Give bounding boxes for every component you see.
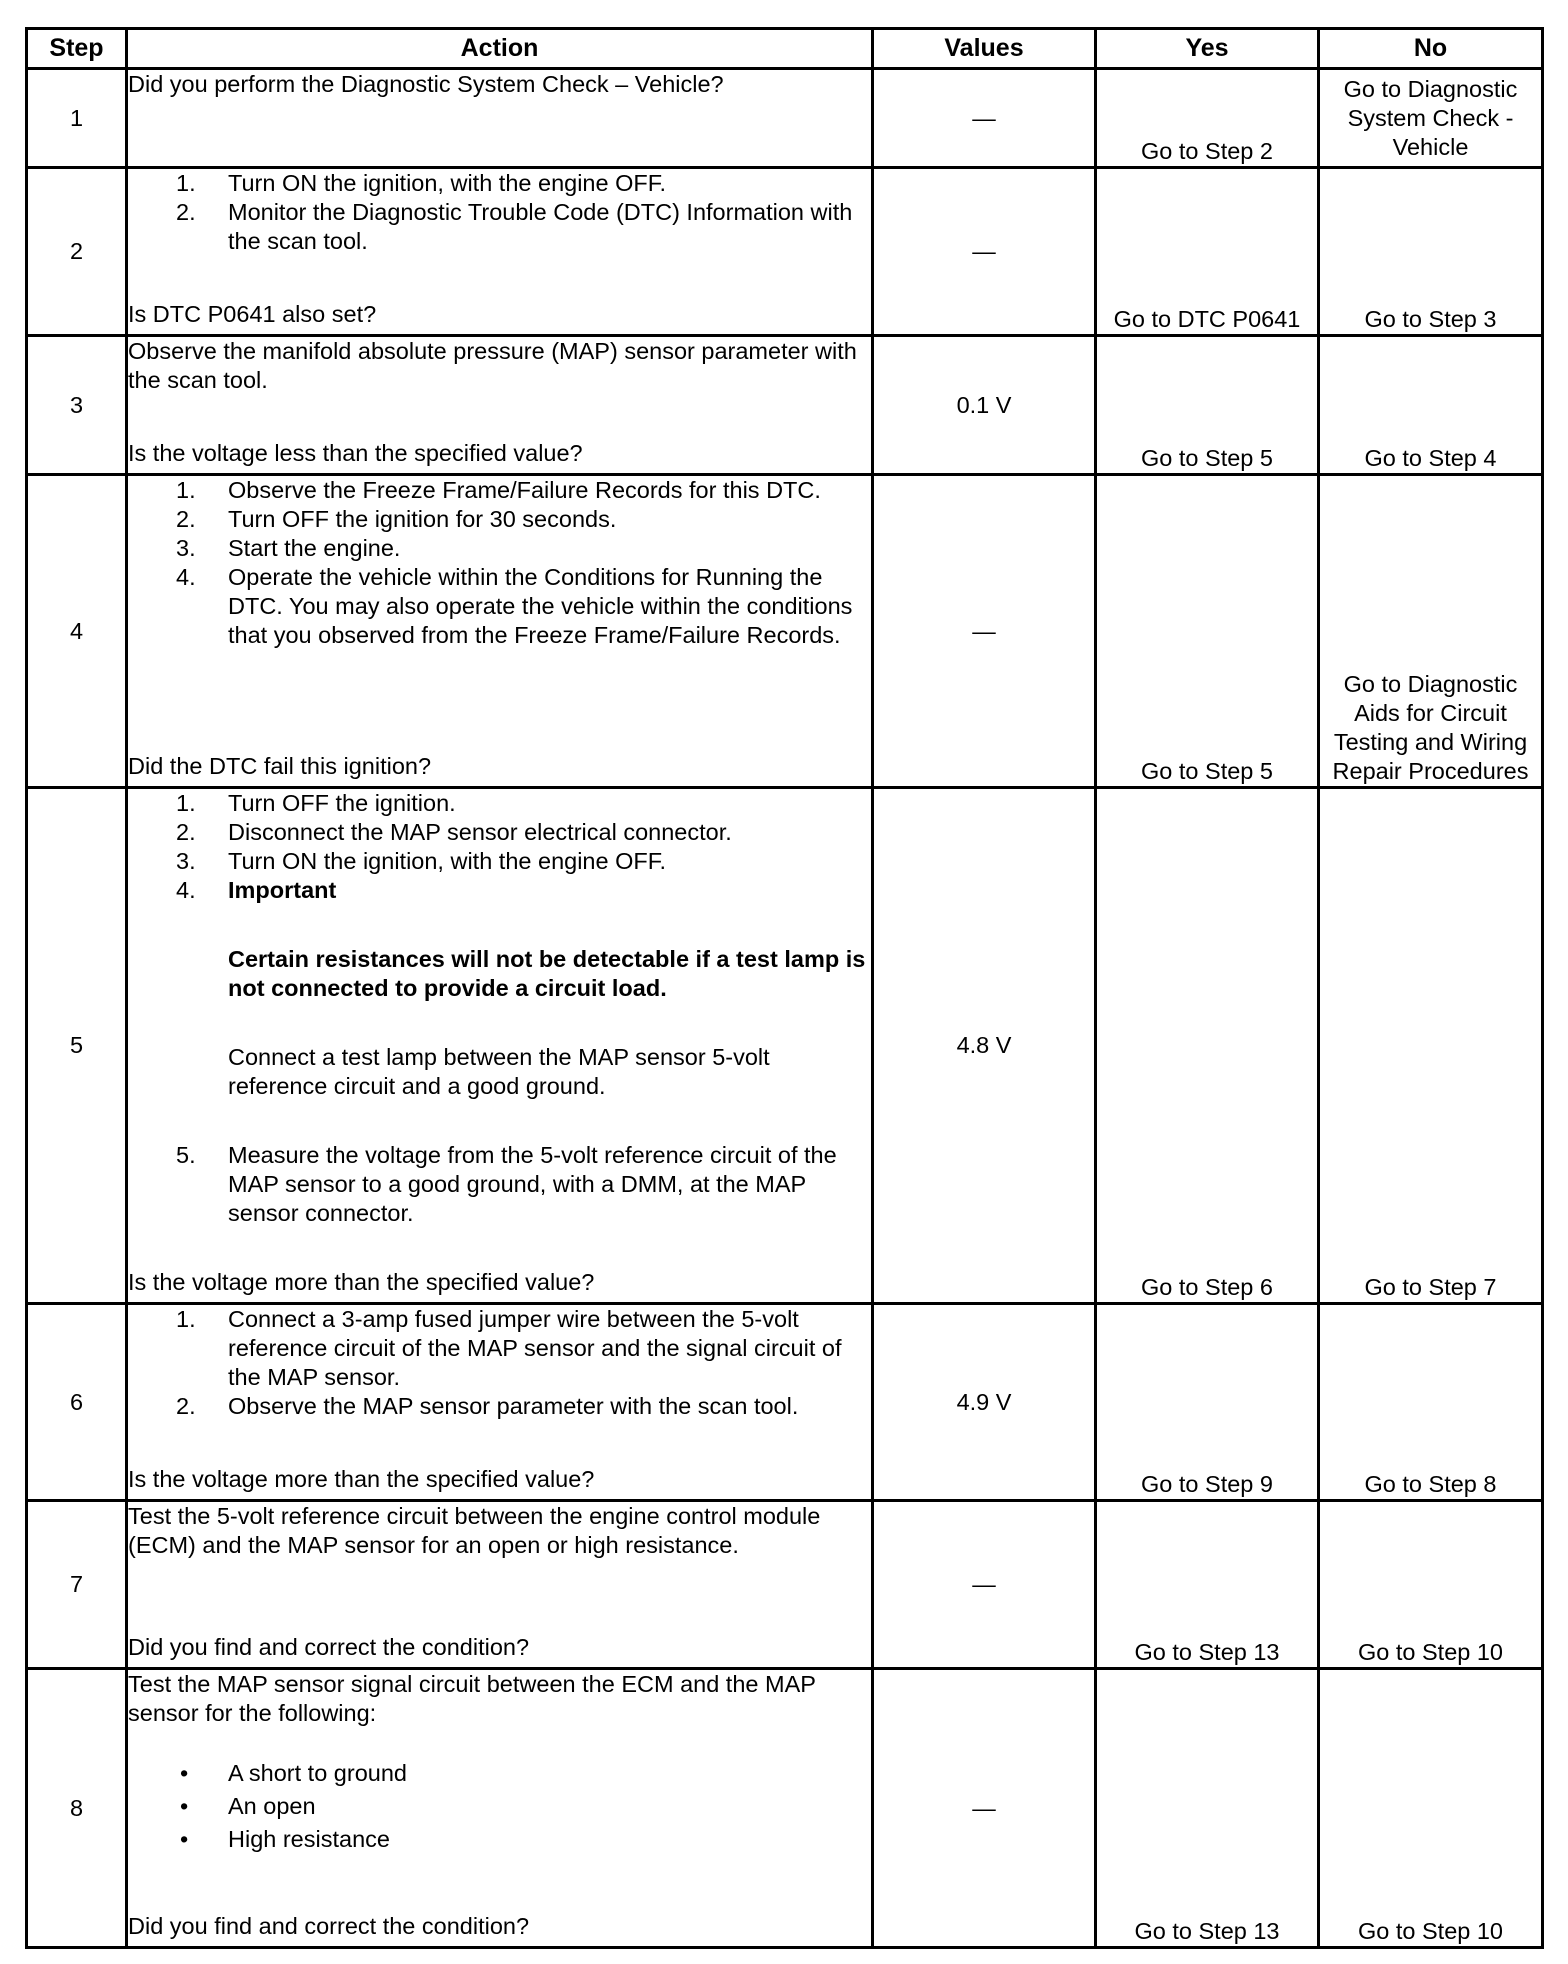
- no-cell: Go to Step 10: [1319, 1501, 1543, 1669]
- step-number: 1: [27, 69, 127, 168]
- action-cell: [127, 1304, 873, 1501]
- action-question: Is the voltage more than the specified value?: [128, 1269, 595, 1295]
- no-cell: Go to Diagnostic System Check - Vehicle: [1319, 69, 1543, 168]
- table-row-step-1: [27, 69, 1543, 168]
- no-cell: Go to Step 7: [1319, 788, 1543, 1304]
- action-steps: [128, 1305, 871, 1421]
- action-text: Test the 5-volt reference circuit between the engine control module (ECM) and the MAP sensor for an open or high resistance.: [128, 1503, 821, 1558]
- value-cell: —: [873, 168, 1096, 336]
- value-cell: —: [873, 1501, 1096, 1669]
- important-label: Important: [228, 877, 337, 903]
- yes-cell: Go to Step 6: [1096, 788, 1319, 1304]
- condition-list: [128, 1757, 871, 1856]
- action-cell: [127, 475, 873, 788]
- action-cell: [127, 69, 873, 168]
- no-cell: Go to Step 10: [1319, 1669, 1543, 1948]
- yes-cell: Go to Step 13: [1096, 1669, 1319, 1948]
- yes-cell: Go to Step 2: [1096, 69, 1319, 168]
- list-item: 1. Turn OFF the ignition.: [176, 790, 456, 816]
- header-action: Action: [127, 29, 873, 69]
- value-cell: —: [873, 475, 1096, 788]
- value-cell: 0.1 V: [873, 336, 1096, 475]
- list-item: 1. Observe the Freeze Frame/Failure Records for this DTC.: [176, 477, 821, 503]
- yes-cell: Go to Step 13: [1096, 1501, 1319, 1669]
- list-item: 4. Operate the vehicle within the Conditions for Running the DTC. You may also operate the vehicle within the conditions that you observed from the Freeze Frame/Failure Records.: [176, 564, 853, 648]
- action-cell: [127, 788, 873, 1304]
- action-steps: [128, 476, 871, 650]
- important-text: Connect a test lamp between the MAP sensor 5-volt reference circuit and a good ground.: [228, 1044, 770, 1099]
- action-cell: [127, 1669, 873, 1948]
- action-question: Is the voltage less than the specified value?: [128, 440, 583, 466]
- step-number: 7: [27, 1501, 127, 1669]
- list-item: 3. Start the engine.: [176, 535, 401, 561]
- action-steps: [128, 789, 871, 1228]
- no-cell: Go to Step 3: [1319, 168, 1543, 336]
- list-item: 2. Observe the MAP sensor parameter with the scan tool.: [176, 1393, 799, 1419]
- value-cell: —: [873, 69, 1096, 168]
- action-cell: [127, 168, 873, 336]
- list-item: 2. Disconnect the MAP sensor electrical connector.: [176, 819, 732, 845]
- action-question: Is DTC P0641 also set?: [128, 301, 377, 327]
- diagnostic-table: [25, 27, 1544, 1949]
- list-item: 4. Important Certain resistances will not be detectable if a test lamp is not connected to provide a circuit load. Connect a test lamp between the MAP sensor 5-volt reference circuit and a good ground.: [128, 876, 871, 1141]
- list-item: • High resistance: [180, 1826, 390, 1852]
- action-text: Test the MAP sensor signal circuit between the ECM and the MAP sensor for the following:: [128, 1671, 816, 1726]
- action-question: Is the voltage more than the specified value?: [128, 1466, 595, 1492]
- header-values: Values: [873, 29, 1096, 69]
- list-item: 5. Measure the voltage from the 5-volt reference circuit of the MAP sensor to a good ground, with a DMM, at the MAP sensor connector.: [176, 1142, 837, 1226]
- no-cell: Go to Step 8: [1319, 1304, 1543, 1501]
- header-step: Step: [27, 29, 127, 69]
- table-row-step-2: [27, 168, 1543, 336]
- table-row-step-8: [27, 1669, 1543, 1948]
- step-number: 8: [27, 1669, 127, 1948]
- table-row-step-6: [27, 1304, 1543, 1501]
- action-question: Did you find and correct the condition?: [128, 1913, 530, 1939]
- list-item: 2. Turn OFF the ignition for 30 seconds.: [176, 506, 617, 532]
- table-row-step-5: [27, 788, 1543, 1304]
- table-row-step-4: [27, 475, 1543, 788]
- yes-cell: Go to Step 5: [1096, 336, 1319, 475]
- no-cell: Go to Step 4: [1319, 336, 1543, 475]
- yes-cell: Go to DTC P0641: [1096, 168, 1319, 336]
- step-number: 4: [27, 475, 127, 788]
- header-no: No: [1319, 29, 1543, 69]
- no-cell: Go to Diagnostic Aids for Circuit Testing and Wiring Repair Procedures: [1319, 475, 1543, 788]
- table-row-step-3: [27, 336, 1543, 475]
- action-cell: [127, 336, 873, 475]
- step-number: 6: [27, 1304, 127, 1501]
- list-item: • A short to ground: [180, 1760, 407, 1786]
- list-item: • An open: [180, 1793, 316, 1819]
- value-cell: —: [873, 1669, 1096, 1948]
- step-number: 3: [27, 336, 127, 475]
- step-number: 5: [27, 788, 127, 1304]
- value-cell: 4.8 V: [873, 788, 1096, 1304]
- action-question: Did you find and correct the condition?: [128, 1634, 530, 1660]
- step-number: 2: [27, 168, 127, 336]
- value-cell: 4.9 V: [873, 1304, 1096, 1501]
- action-steps: [128, 169, 871, 256]
- list-item: 1. Connect a 3-amp fused jumper wire between the 5-volt reference circuit of the MAP sensor and the signal circuit of the MAP sensor.: [176, 1306, 842, 1390]
- yes-cell: Go to Step 5: [1096, 475, 1319, 788]
- list-item: 2. Monitor the Diagnostic Trouble Code (DTC) Information with the scan tool.: [176, 199, 853, 254]
- header-row: [27, 29, 1543, 69]
- important-note: Certain resistances will not be detectable if a test lamp is not connected to provide a circuit load.: [228, 946, 866, 1001]
- action-question: Did the DTC fail this ignition?: [128, 753, 432, 779]
- list-item: 1. Turn ON the ignition, with the engine OFF.: [176, 170, 667, 196]
- action-text: Observe the manifold absolute pressure (MAP) sensor parameter with the scan tool.: [128, 338, 857, 393]
- yes-cell: Go to Step 9: [1096, 1304, 1319, 1501]
- header-yes: Yes: [1096, 29, 1319, 69]
- list-item: 3. Turn ON the ignition, with the engine OFF.: [176, 848, 667, 874]
- table-row-step-7: [27, 1501, 1543, 1669]
- action-text: Did you perform the Diagnostic System Check – Vehicle?: [128, 71, 724, 97]
- action-cell: [127, 1501, 873, 1669]
